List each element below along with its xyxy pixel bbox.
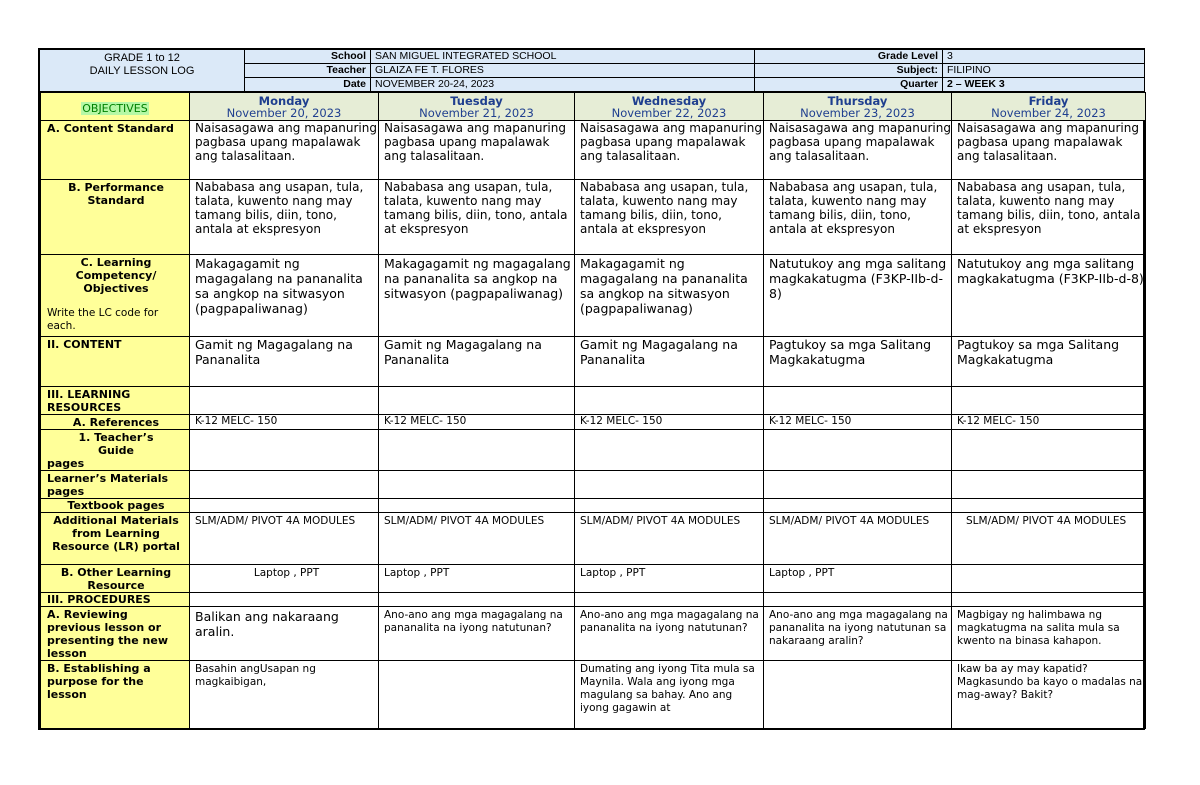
quarter-label: Quarter (755, 78, 943, 92)
table-cell (575, 471, 764, 499)
log-title-block (40, 50, 245, 92)
table-cell (952, 593, 1146, 607)
textbook-row (41, 499, 1146, 513)
day-name: Friday (1028, 93, 1069, 108)
additional-materials-label: Additional Materials from Learning Resource (LR) portal (41, 513, 190, 565)
day-name: Wednesday (631, 93, 707, 108)
table-cell (575, 430, 764, 471)
table-cell: Laptop , PPT (764, 565, 952, 593)
header-row-teacher (245, 64, 1145, 78)
table-cell: Makagagamit ng magagalang na pananalita sa angkop na sitwasyon (pagpapaliwanag) (379, 255, 575, 337)
learning-competency-row (41, 255, 1146, 337)
table-cell: Nababasa ang usapan, tula, talata, kuwento nang may tamang bilis, diin, tono, antala at ekspresyon (764, 180, 952, 255)
date-label: Date (245, 78, 371, 92)
table-cell (764, 661, 952, 729)
day-date: November 22, 2023 (611, 105, 727, 120)
table-cell: Ano-ano ang mga magagalang na pananalita na iyong natutunan? (575, 607, 764, 661)
teachers-guide-row (41, 430, 1146, 471)
table-cell (379, 430, 575, 471)
table-cell: Gamit ng Magagalang na Pananalita (379, 337, 575, 387)
objectives-label: OBJECTIVES (82, 102, 148, 115)
header-row-school (245, 50, 1145, 64)
table-cell (575, 499, 764, 513)
learners-materials-row (41, 471, 1146, 499)
table-cell: Makagagamit ng magagalang na pananalita sa angkop na sitwasyon (pagpapaliwanag) (190, 255, 379, 337)
table-cell: Natutukoy ang mga salitang magkakatugma (F3KP-IIb-d-8) (764, 255, 952, 337)
lc-code-note: Write the LC code for each. (47, 307, 159, 332)
table-cell: SLM/ADM/ PIVOT 4A MODULES (190, 513, 379, 565)
table-cell: Dumating ang iyong Tita mula sa Maynila. Wala ang iyong mga magulang sa bahay. Ano ang iyong gagawin at (575, 661, 764, 729)
table-cell: Pagtukoy sa mga Salitang Magkakatugma (952, 337, 1146, 387)
objectives-header (41, 93, 190, 121)
table-cell: Balikan ang nakaraang aralin. (190, 607, 379, 661)
performance-standard-row (41, 180, 1146, 255)
table-cell (190, 430, 379, 471)
table-cell: Ano-ano ang mga magagalang na pananalita na iyong natutunan sa nakaraang aralin? (764, 607, 952, 661)
day-header-row (41, 93, 1146, 121)
learning-competency-header (41, 255, 190, 337)
table-cell: Basahin angUsapan ng magkaibigan, (190, 661, 379, 729)
table-cell: Nababasa ang usapan, tula, talata, kuwento nang may tamang bilis, diin, tono, antala at ekspresyon (575, 180, 764, 255)
table-cell (764, 387, 952, 415)
teachers-guide-header (41, 430, 190, 471)
table-cell: Gamit ng Magagalang na Pananalita (190, 337, 379, 387)
table-cell: SLM/ADM/ PIVOT 4A MODULES (379, 513, 575, 565)
table-cell: SLM/ADM/ PIVOT 4A MODULES (575, 513, 764, 565)
day-header (190, 93, 379, 121)
table-cell (190, 499, 379, 513)
teachers-guide-label: 1. Teacher’s Guide (78, 431, 154, 457)
grade-range: GRADE 1 to 12 (104, 52, 180, 64)
table-cell: K-12 MELC- 150 (952, 415, 1146, 430)
table-cell (764, 593, 952, 607)
table-cell (952, 430, 1146, 471)
table-cell (379, 471, 575, 499)
day-date: November 23, 2023 (800, 105, 915, 120)
teacher-value: GLAIZA FE T. FLORES (371, 64, 755, 78)
learning-resources-row (41, 387, 1146, 415)
day-header (952, 93, 1146, 121)
content-row (41, 337, 1146, 387)
references-row (41, 415, 1146, 430)
table-cell (764, 471, 952, 499)
day-header (575, 93, 764, 121)
table-cell (575, 593, 764, 607)
school-value: SAN MIGUEL INTEGRATED SCHOOL (371, 50, 755, 64)
table-cell: SLM/ADM/ PIVOT 4A MODULES (952, 513, 1146, 565)
table-cell: Nababasa ang usapan, tula, talata, kuwento nang may tamang bilis, diin, tono, antala at ekspresyon (952, 180, 1146, 255)
table-cell (379, 661, 575, 729)
procedures-row (41, 593, 1146, 607)
references-label: A. References (41, 415, 190, 430)
table-cell: Natutukoy ang mga salitang magkakatugma (F3KP-IIb-d-8) (952, 255, 1146, 337)
table-cell (764, 499, 952, 513)
table-cell: Makagagamit ng magagalang na pananalita sa angkop na sitwasyon (pagpapaliwanag) (575, 255, 764, 337)
day-date: November 20, 2023 (226, 105, 342, 120)
day-date: November 21, 2023 (419, 105, 534, 120)
table-cell: Naisasagawa ang mapanuring pagbasa upang mapalawak ang talasalitaan. (379, 121, 575, 180)
textbook-label: Textbook pages (41, 499, 190, 513)
table-cell: Magbigay ng halimbawa ng magkatugma na salita mula sa kwento na binasa kahapon. (952, 607, 1146, 661)
table-cell: K-12 MELC- 150 (575, 415, 764, 430)
table-cell: Laptop , PPT (379, 565, 575, 593)
learning-resources-label: III. LEARNING RESOURCES (41, 387, 190, 415)
table-cell (190, 471, 379, 499)
day-header (764, 93, 952, 121)
table-cell: Naisasagawa ang mapanuring pagbasa upang mapalawak ang talasalitaan. (952, 121, 1146, 180)
day-name: Thursday (827, 93, 888, 108)
table-cell: Nababasa ang usapan, tula, talata, kuwento nang may tamang bilis, diin, tono, antala at ekspresyon (379, 180, 575, 255)
content-standard-label: A. Content Standard (41, 121, 190, 180)
log-title: DAILY LESSON LOG (89, 65, 195, 77)
table-cell: Naisasagawa ang mapanuring pagbasa upang mapalawak ang talasalitaan. (575, 121, 764, 180)
table-cell (952, 565, 1146, 593)
table-cell (379, 387, 575, 415)
table-cell: Laptop , PPT (190, 565, 379, 593)
other-resources-row (41, 565, 1146, 593)
table-cell: Gamit ng Magagalang na Pananalita (575, 337, 764, 387)
quarter-value: 2 – WEEK 3 (943, 78, 1145, 92)
table-cell (952, 499, 1146, 513)
table-cell (190, 387, 379, 415)
table-cell: K-12 MELC- 150 (379, 415, 575, 430)
learners-materials-label: Learner’s Materials pages (41, 471, 190, 499)
day-date: November 24, 2023 (991, 105, 1106, 120)
table-cell (764, 430, 952, 471)
reviewing-row (41, 607, 1146, 661)
day-name: Tuesday (450, 93, 503, 108)
table-cell: Pagtukoy sa mga Salitang Magkakatugma (764, 337, 952, 387)
subject-value: FILIPINO (943, 64, 1145, 78)
table-cell (575, 387, 764, 415)
grade-level-value: 3 (943, 50, 1145, 64)
day-header (379, 93, 575, 121)
additional-materials-row (41, 513, 1146, 565)
table-cell: Naisasagawa ang mapanuring pagbasa upang mapalawak ang talasalitaan. (764, 121, 952, 180)
day-name: Monday (258, 93, 310, 108)
procedures-label: III. PROCEDURES (41, 593, 190, 607)
teacher-label: Teacher (245, 64, 371, 78)
table-cell: Laptop , PPT (575, 565, 764, 593)
learning-competency-label: C. Learning Competency/ Objectives (75, 256, 157, 295)
other-resources-label: B. Other Learning Resource (41, 565, 190, 593)
table-cell: Naisasagawa ang mapanuring pagbasa upang mapalawak ang talasalitaan. (190, 121, 379, 180)
table-cell (952, 387, 1146, 415)
establishing-row (41, 661, 1146, 729)
table-cell (379, 499, 575, 513)
reviewing-label: A. Reviewing previous lesson or presenting the new lesson (41, 607, 190, 661)
table-cell: SLM/ADM/ PIVOT 4A MODULES (764, 513, 952, 565)
lesson-grid (40, 92, 1146, 729)
table-cell (190, 593, 379, 607)
school-label: School (245, 50, 371, 64)
table-cell: Ano-ano ang mga magagalang na pananalita na iyong natutunan? (379, 607, 575, 661)
teachers-guide-pages: pages (47, 457, 85, 470)
daily-lesson-log (38, 48, 1145, 730)
establishing-label: B. Establishing a purpose for the lesson (41, 661, 190, 729)
header-row-date (245, 78, 1145, 92)
content-label: II. CONTENT (41, 337, 190, 387)
table-cell: Nababasa ang usapan, tula, talata, kuwento nang may tamang bilis, diin, tono, antala at ekspresyon (190, 180, 379, 255)
date-value: NOVEMBER 20-24, 2023 (371, 78, 755, 92)
table-cell: Ikaw ba ay may kapatid? Magkasundo ba kayo o madalas na mag-away? Bakit? (952, 661, 1146, 729)
table-cell (952, 471, 1146, 499)
table-cell: K-12 MELC- 150 (190, 415, 379, 430)
content-standard-row (41, 121, 1146, 180)
subject-label: Subject: (755, 64, 943, 78)
table-cell: K-12 MELC- 150 (764, 415, 952, 430)
performance-standard-label: B. Performance Standard (41, 180, 190, 255)
table-cell (379, 593, 575, 607)
grade-level-label: Grade Level (755, 50, 943, 64)
